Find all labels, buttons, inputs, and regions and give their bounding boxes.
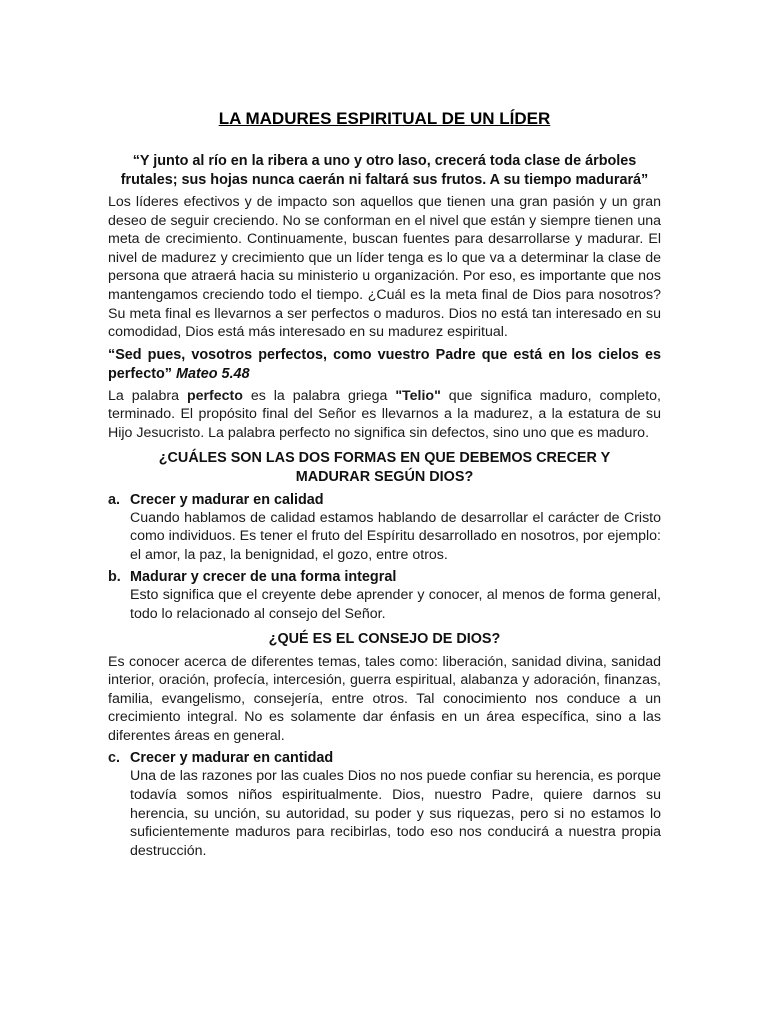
para2-part2: es la palabra griega xyxy=(242,387,396,404)
scripture-quote xyxy=(108,346,661,384)
document-page xyxy=(108,108,661,862)
list-item-a-text: Cuando hablamos de calidad estamos hablando de desarrollar el carácter de Cristo como individuos. Es tener el fruto del Espíritu desarrollado en nosotros, por ejemplo: el amor, la paz, la benignidad, el gozo, entre otros. xyxy=(130,509,661,563)
list-item-b-text: Esto significa que el creyente debe aprender y conocer, al menos de forma general, todo lo relacionado al consejo del Señor. xyxy=(130,587,661,622)
para2-bold-perfecto: perfecto xyxy=(186,387,243,404)
list-item-a-body xyxy=(130,491,661,565)
list-item-c xyxy=(108,749,661,860)
list-item-b-letter: b. xyxy=(108,569,121,586)
list-item-c-text: Una de las razones por las cuales Dios no nos puede confiar su herencia, es porque todavía somos niños espiritualmente. Dios, nuestro Padre, quiere darnos su herencia, su unción, su autoridad, su poder y sus riquezas, pero si no estamos lo suficientemente maduros para recibirlas, todo eso nos conducirá a nuestra propia destrucción. xyxy=(130,768,661,859)
list-item-a-title: Crecer y madurar en calidad xyxy=(130,491,324,508)
list-item-a xyxy=(108,491,661,565)
list-item-c-body xyxy=(130,749,661,860)
consejo-paragraph: Es conocer acerca de diferentes temas, tales como: liberación, sanidad divina, sanidad interior, oración, profecía, intercesión, guerra espiritual, alabanza y adoración, finanzas, familia, evangelismo, consejería, entre otros. Tal conocimiento nos conduce a un crecimiento integral. No es solamente dar énfasis en un área específica, sino a las diferentes áreas en general. xyxy=(108,653,661,744)
perfecto-paragraph xyxy=(108,387,661,443)
intro-paragraph: Los líderes efectivos y de impacto son aquellos que tienen una gran pasión y un gran deseo de seguir creciendo. No se conforman en el nivel que están y siempre tienen una meta de crecimiento. Continuamente, buscan fuentes para desarrollarse y madurar. El nivel de madurez y crecimiento que un líder tenga es lo que va a determinar la clase de persona que atraerá hacia su ministerio u organización. Por eso, es importante que nos mantengamos creciendo todo el tiempo. ¿Cuál es la meta final de Dios para nosotros? Su meta final es llevarnos a ser perfectos o maduros. Dios no está tan interesado en su comodidad, Dios está más interesado en su madurez espiritual. xyxy=(108,194,661,341)
document-title: LA MADURES ESPIRITUAL DE UN LÍDER xyxy=(218,109,551,128)
list-item-c-title: Crecer y madurar en cantidad xyxy=(130,750,334,767)
list-item-a-letter: a. xyxy=(108,491,121,508)
scripture-reference: Mateo 5.48 xyxy=(175,365,250,382)
para2-bold-telio: "Telio" xyxy=(395,387,441,404)
section-heading-growth-forms: ¿CUÁLES SON LAS DOS FORMAS EN QUE DEBEMOS CRECER Y MADURAR SEGÚN DIOS? xyxy=(158,449,611,485)
section-heading-consejo: ¿QUÉ ES EL CONSEJO DE DIOS? xyxy=(268,630,501,647)
list-item-b xyxy=(108,568,661,623)
scripture-quote-text: “Sed pues, vosotros perfectos, como vuestro Padre que está en los cielos es perfecto” xyxy=(108,346,661,382)
para2-part1: La palabra xyxy=(108,387,187,404)
opening-quote: “Y junto al río en la ribera a uno y otro laso, crecerá toda clase de árboles frutales; sus hojas nunca caerán ni faltará sus frutos. A su tiempo madurará” xyxy=(120,153,649,188)
list-item-b-title: Madurar y crecer de una forma integral xyxy=(130,569,397,586)
para2-part3: que significa maduro, completo, terminado. El propósito final del Señor es llevarnos a la madurez, a la estatura de su Hijo Jesucristo. La palabra perfecto no significa sin defectos, sino uno que es maduro. xyxy=(108,387,661,441)
list-item-c-letter: c. xyxy=(108,750,121,767)
list-item-b-body xyxy=(130,568,661,623)
